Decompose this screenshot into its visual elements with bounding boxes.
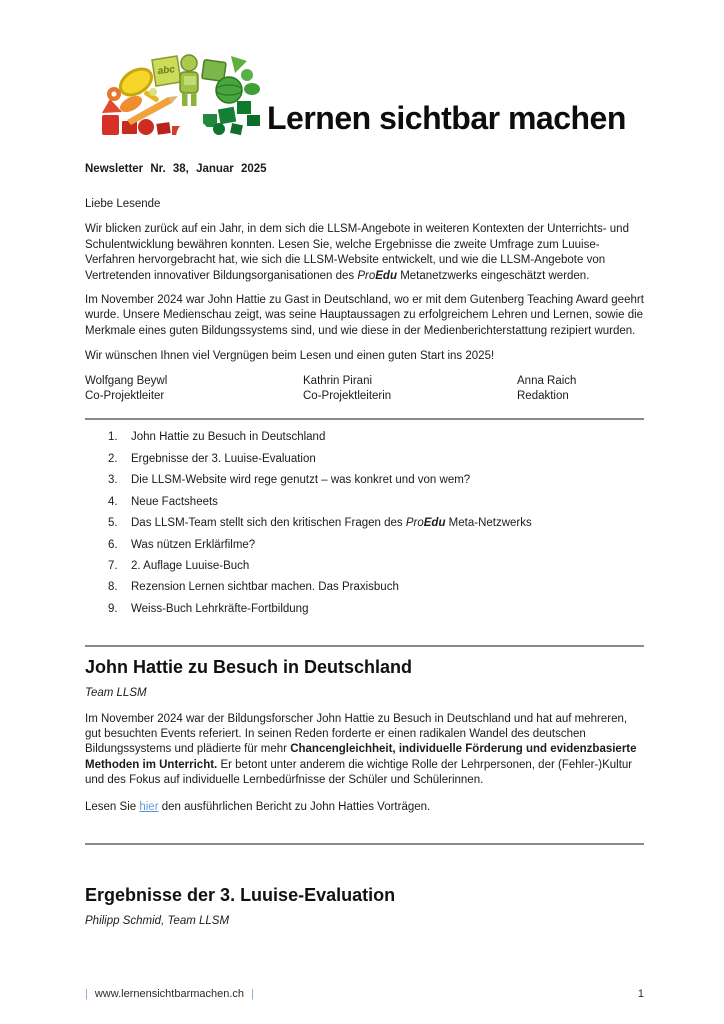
logo-child-figure — [180, 55, 198, 106]
text-run: Die LLSM-Website wird rege genutzt – was konkret und von wem? — [131, 474, 471, 487]
text-run: Chancengleichheit, individuelle Förderung und evidenzbasierte Methoden im Unterricht. — [85, 743, 637, 771]
text-run: Er betont unter anderem die wichtige Rolle der Lehrpersonen, der (Fehler-)Kultur und des Fokus auf individuelle Lernbedürfnisse der Schüler und Schülerinnen. — [85, 758, 633, 787]
toc-item-number: 8. — [108, 581, 118, 594]
text-run: Was nützen Erklärfilme? — [131, 538, 256, 551]
signature-name: Wolfgang Beywl — [85, 374, 168, 387]
intro-paragraph-2: Im November 2024 war John Hattie zu Gast in Deutschland, wo er mit dem Gutenberg Teaching Award geehrt wurde. Unsere Medienschau zeigt, was seine Hauptaussagen zu erfolgreichem Lehren und Lernen, sowie die Merkmale eines guten Bildungssystems sind, und wie diese in der Medienberichterstattung rezipiert wurden. — [85, 294, 644, 337]
brand-wordmark: Lernen sichtbar machen — [267, 100, 626, 136]
toc-item-number: 5. — [108, 517, 118, 530]
page-footer — [85, 988, 644, 1000]
toc-item-label — [131, 517, 532, 529]
logo-abc-book — [149, 56, 181, 96]
signature-role: Co-Projektleiterin — [303, 390, 392, 403]
section-byline: Philipp Schmid, Team LLSM — [85, 914, 230, 927]
signature-wolfgang-beywl — [85, 374, 303, 405]
text-run: Rezension Lernen sichtbar machen. Das Praxisbuch — [131, 581, 399, 594]
toc-item-3 — [108, 473, 644, 488]
page-number: 1 — [637, 988, 644, 1000]
section-divider — [85, 645, 644, 647]
toc-item-label — [131, 560, 249, 572]
text-run: John Hattie zu Besuch in Deutschland — [131, 431, 326, 444]
text-run: Neue Factsheets — [131, 495, 218, 508]
table-of-contents — [85, 430, 644, 617]
toc-item-number: 3. — [108, 474, 118, 487]
toc-item-2 — [108, 452, 644, 467]
toc-item-number: 9. — [108, 602, 118, 615]
section-luuise-evaluation — [85, 885, 644, 929]
toc-item-9 — [108, 602, 644, 617]
signature-role: Redaktion — [517, 390, 569, 403]
text-run: Lesen Sie — [85, 800, 140, 813]
masthead — [100, 0, 644, 137]
toc-item-number: 2. — [108, 452, 118, 465]
toc-item-1 — [108, 430, 644, 445]
signature-role: Co-Projektleiter — [85, 390, 165, 403]
toc-item-7 — [108, 559, 644, 574]
toc-item-label — [131, 453, 316, 465]
intro-paragraph-1 — [85, 222, 644, 284]
toc-item-number: 7. — [108, 559, 118, 572]
toc-item-label — [131, 539, 255, 551]
section-title: Ergebnisse der 3. Luuise-Evaluation — [85, 884, 396, 905]
salutation: Liebe Lesende — [85, 198, 161, 210]
section-divider — [85, 843, 644, 845]
text-run: den ausführlichen Bericht zu John Hatties Vorträgen. — [158, 800, 431, 813]
toc-item-8 — [108, 580, 644, 595]
text-run: Meta-Netzwerks — [445, 517, 532, 530]
toc-item-4 — [108, 495, 644, 510]
signature-name: Kathrin Pirani — [303, 374, 373, 387]
section-john-hattie — [85, 657, 644, 815]
footer-pipe: | — [85, 988, 88, 1000]
text-run: Edu — [423, 517, 446, 530]
toc-item-number: 1. — [108, 431, 118, 444]
toc-item-5 — [108, 516, 644, 531]
toc-top-divider — [85, 418, 644, 420]
toc-item-label — [131, 581, 399, 593]
text-run: 2. Auflage Luuise-Buch — [131, 559, 250, 572]
toc-item-label — [131, 431, 325, 443]
toc-item-6 — [108, 538, 644, 553]
toc-item-number: 4. — [108, 495, 118, 508]
text-run: Weiss-Buch Lehrkräfte-Fortbildung — [131, 602, 309, 615]
text-run: Das LLSM-Team stellt sich den kritischen Fragen des — [131, 517, 406, 530]
inline-link[interactable]: hier — [139, 800, 159, 813]
signature-block — [85, 374, 644, 405]
section-byline: Team LLSM — [85, 687, 147, 700]
toc-item-label — [131, 474, 470, 486]
text-run: Im November 2024 war der Bildungsforscher John Hattie zu Besuch in Deutschland und hat auf mehreren, gut besuchten Events referiert. In seinen Reden forderte er einen radikalen Wandel des deutschen Bildungssystems und plädierte für mehr — [85, 712, 628, 756]
signature-kathrin-pirani — [303, 374, 517, 405]
signature-anna-raich — [517, 374, 576, 405]
text-run: Edu — [375, 269, 397, 282]
logo-darkgreen-cluster — [203, 101, 260, 135]
toc-item-label — [131, 496, 218, 508]
text-run: Pro — [405, 517, 424, 530]
text-run: Metanetzwerks eingeschätzt werden. — [397, 269, 590, 282]
footer-pipe: | — [251, 988, 254, 1000]
toc-item-label — [131, 603, 308, 615]
text-run: Ergebnisse der 3. Luuise-Evaluation — [131, 452, 316, 465]
footer-url-link[interactable]: www.lernensichtbarmachen.ch — [94, 988, 245, 1000]
newsletter-issue-line: Newsletter Nr. 38, Januar 2025 — [85, 163, 267, 175]
text-run: Pro — [357, 269, 376, 282]
section-link-line — [85, 800, 644, 815]
text-run: Wir blicken zurück auf ein Jahr, in dem sich die LLSM-Angebote in weiteren Kontexten der Unterrichts- und Schulentwicklung bewähren konnten. Lesen Sie, welche Ergebnisse die zweite Umfrage zum Luuise-Verfahren hervorgebracht hat, wie sich die LLSM-Website entwickelt, und wie die LLSM-Angebote von Vertretenden innovativer Bildungsorganisationen des — [85, 223, 629, 282]
lernen-sichtbar-machen-logo-icon — [100, 52, 262, 137]
toc-item-number: 6. — [108, 538, 118, 551]
logo-green-cluster — [202, 56, 260, 103]
signature-name: Anna Raich — [517, 374, 577, 387]
svg-text:abc: abc — [157, 64, 176, 77]
section-title: John Hattie zu Besuch in Deutschland — [85, 657, 413, 678]
intro-paragraph-3: Wir wünschen Ihnen viel Vergnügen beim Lesen und einen guten Start ins 2025! — [85, 350, 495, 363]
section-body — [85, 712, 644, 789]
